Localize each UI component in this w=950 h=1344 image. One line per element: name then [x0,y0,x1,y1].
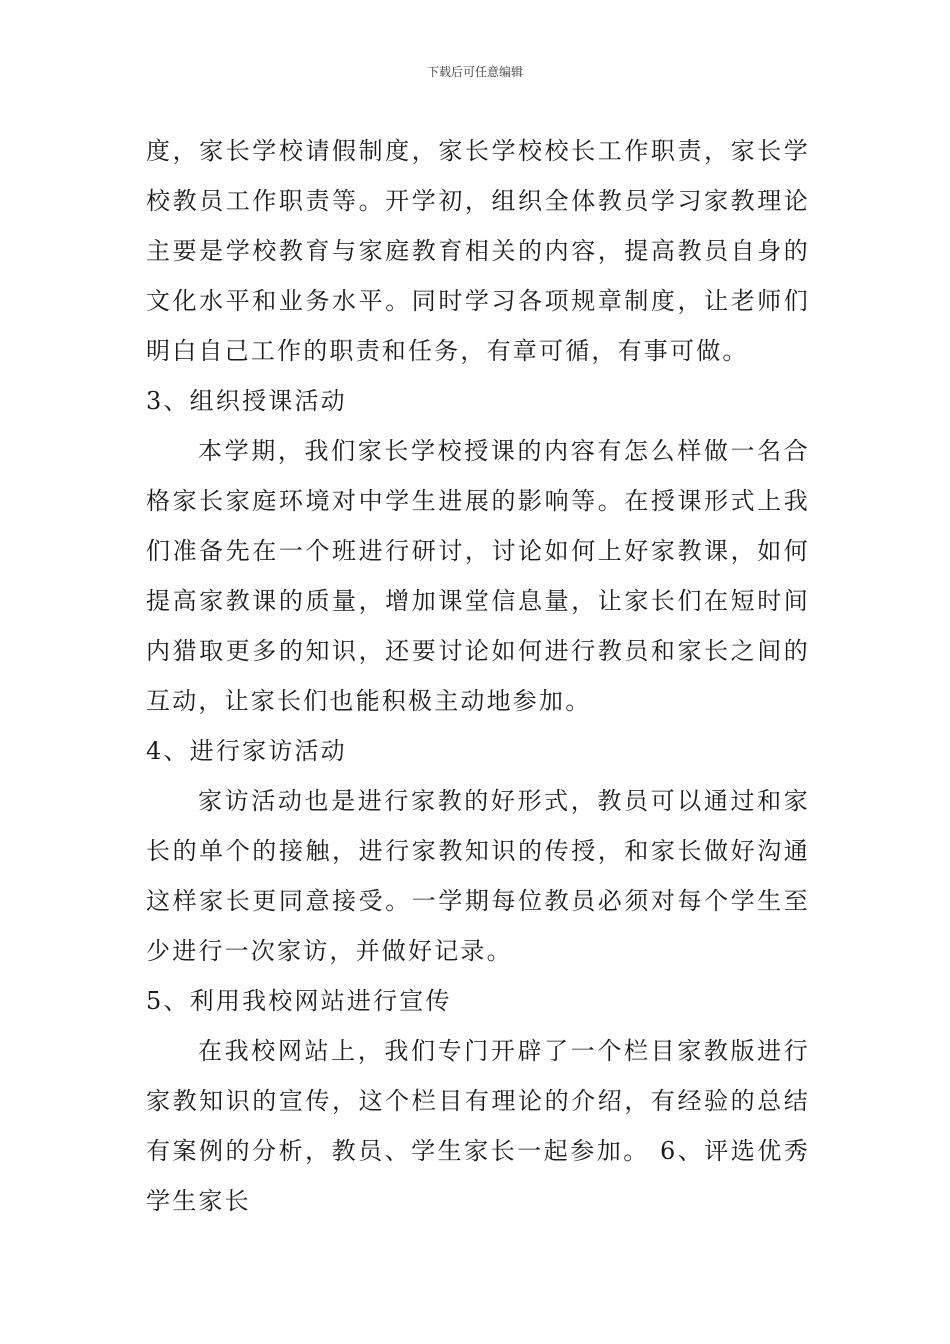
paragraph-teaching: 本学期，我们家长学校授课的内容有怎么样做一名合格家长家庭环境对中学生进展的影响等。在授课形式上我们准备先在一个班进行研讨，讨论如何上好家教课，如何提高家教课的质量，增加课堂信息量，让家长们在短时间内猎取更多的知识，还要讨论如何进行教员和家长之间的互动，让家长们也能积极主动地参加。 [146,437,810,715]
page-header: 下载后可任意编辑 [426,65,523,79]
section-heading-4: 4、进行家访活动 [146,737,347,765]
paragraph-continuation: 度，家长学校请假制度，家长学校校长工作职责，家长学校教员工作职责等。开学初，组织全体教员学习家教理论主要是学校教育与家庭教育相关的内容，提高教员自身的文化水平和业务水平。同时学习各项规章制度，让老师们明白自己工作的职责和任务，有章可循，有事可做。 [146,137,810,365]
paragraph-home-visit: 家访活动也是进行家教的好形式，教员可以通过和家长的单个的接触，进行家教知识的传授，和家长做好沟通这样家长更同意接受。一学期每位教员必须对每个学生至少进行一次家访，并做好记录。 [146,787,810,965]
section-heading-3: 3、组织授课活动 [146,387,347,415]
paragraph-website: 在我校网站上，我们专门开辟了一个栏目家教版进行家教知识的宣传，这个栏目有理论的介绍，有经验的总结有案例的分析，教员、学生家长一起参加。 6、评选优秀学生家长 [146,1037,810,1215]
section-heading-5: 5、利用我校网站进行宣传 [146,987,452,1015]
document-body [146,126,810,1226]
